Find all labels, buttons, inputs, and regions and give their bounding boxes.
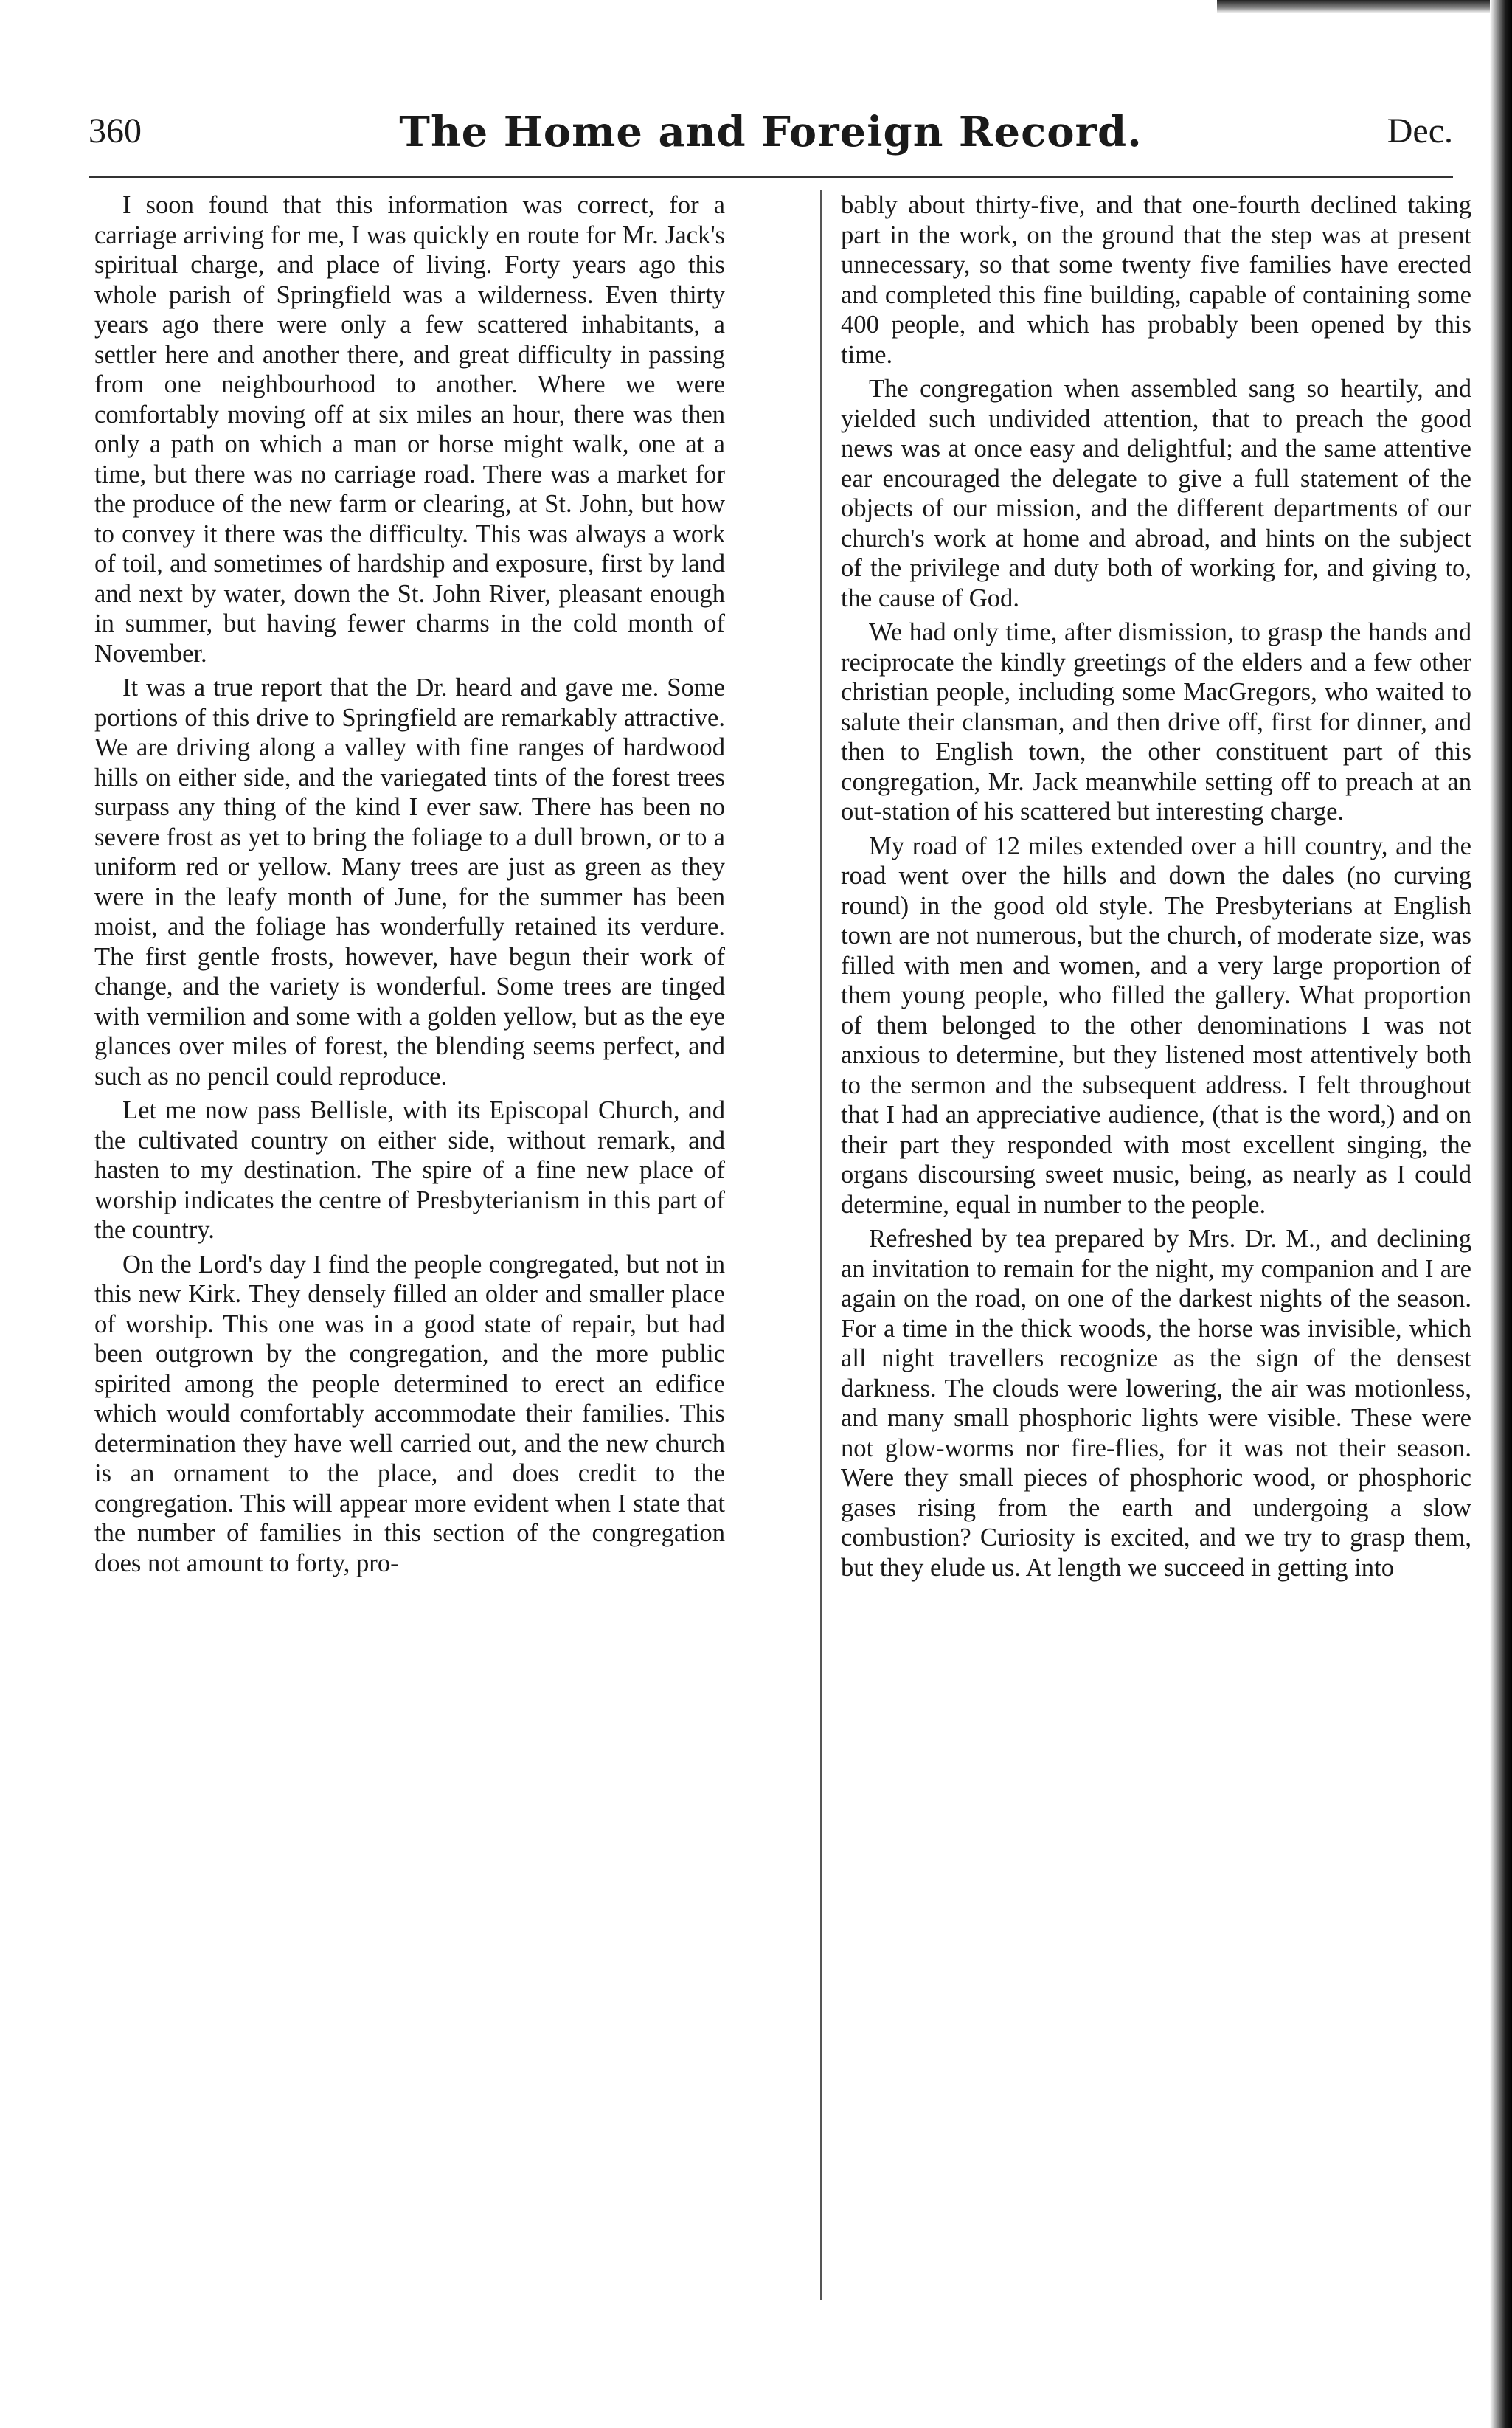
running-title: The Home and Foreign Record. [399,108,1142,156]
scan-shadow-top [1217,0,1512,13]
header-rule [89,176,1453,178]
paragraph: We had only time, after dismission, to grasp the hands and reciprocate the kindly greetings of the elders and a few other christian people, including some MacGregors, who waited to salute their clansman, and then drive off, first for dinner, and then to English town, the other constituent part of this congregation, Mr. Jack meanwhile setting off to preach at an out-station of his scattered but interesting charge. [841,618,1471,826]
right-column [841,190,1471,1587]
paragraph: Let me now pass Bellisle, with its Episcopal Church, and the cultivated country on either side, without remark, and hasten to my destination. The spire of a fine new place of worship indicates the centre of Presbyterianism in this part of the country. [94,1096,725,1244]
paragraph: Refreshed by tea prepared by Mrs. Dr. M., and declining an invitation to remain for the night, my companion and I are again on the road, on one of the darkest nights of the season. For a time in the thick woods, the horse was invisible, which all night travellers recognize as the sign of the densest darkness. The clouds were lowering, the air was motionless, and many small phosphoric lights were visible. These were not glow-worms nor fire-flies, for it was not their season. Were they small pieces of phosphoric wood, or phosphoric gases rising from the earth and undergoing a slow combustion? Curiosity is excited, and we try to grasp them, but they elude us. At length we succeed in getting into [841,1225,1471,1582]
header-month: Dec. [1387,111,1453,151]
paragraph: The congregation when assembled sang so heartily, and yielded such undivided attention, that to preach the good news was at once easy and delightful; and the same attentive ear encouraged the delegate to give a full statement of the objects of our mission, and the different departments of our church's work at home and abroad, and hints on the subject of the privilege and duty both of working for, and giving to, the cause of God. [841,375,1471,612]
page-header [89,108,1453,170]
paragraph-continued: bably about thirty-five, and that one-fourth declined taking part in the work, on the ground that the step was at present unnecessary, so that some twenty five families have erected and completed this fine building, capable of containing some 400 people, and which has probably been opened by this time. [841,191,1471,369]
paragraph: It was a true report that the Dr. heard and gave me. Some portions of this drive to Springfield are remarkably attractive. We are driving along a valley with fine ranges of hardwood hills on either side, and the variegated tints of the forest trees surpass any thing of the kind I ever saw. There has been no severe frost as yet to bring the foliage to a dull brown, or to a uniform red or yellow. Many trees are just as green as they were in the leafy month of June, for the summer has been moist, and the foliage has wonderfully retained its verdure. The first gentle frosts, however, have begun their work of change, and the variety is wonderful. Some trees are tinged with vermilion and some with a golden yellow, but as the eye glances over miles of forest, the blending seems perfect, and such as no pencil could reproduce. [94,674,725,1090]
paragraph: My road of 12 miles extended over a hill country, and the road went over the hills and down the dales (no curving round) in the good old style. The Presbyterians at English town are not numerous, but the church, of moderate size, was filled with men and women, and a very large proportion of them young people, who filled the gallery. What proportion of them belonged to the other denominations I was not anxious to determine, but they listened most attentively both to the sermon and the subsequent address. I felt throughout that I had an appreciative audience, (that is the word,) and on their part they responded with most excellent singing, the organs discoursing sweet music, being, as nearly as I could determine, equal in number to the people. [841,831,1471,1219]
column-divider [820,190,822,2300]
left-column [94,190,725,1583]
page-number: 360 [89,111,142,151]
paragraph: I soon found that this information was correct, for a carriage arriving for me, I was quickly en route for Mr. Jack's spiritual charge, and place of living. Forty years ago this whole parish of Springfield was a wilderness. Even thirty years ago there were only a few scattered inhabitants, a settler here and another there, and great difficulty in passing from one neighbourhood to another. Where we were comfortably moving off at six miles an hour, there was then only a path on which a man or horse might walk, one at a time, but there was no carriage road. There was a market for the produce of the new farm or clearing, at St. John, but how to convey it there was the difficulty. This was always a work of toil, and sometimes of hardship and exposure, first by land and next by water, down the St. John River, pleasant enough in summer, but having fewer charms in the cold month of November. [94,191,725,668]
scan-shadow-right [1490,0,1512,2428]
paragraph: On the Lord's day I find the people congregated, but not in this new Kirk. They densely filled an older and smaller place of worship. This one was in a good state of repair, but had been outgrown by the congregation, and the more public spirited among the people determined to erect an edifice which would comfortably accommodate their families. This determination they have well carried out, and the new church is an ornament to the place, and does credit to the congregation. This will appear more evident when I state that the number of families in this section of the congregation does not amount to forty, pro- [94,1250,725,1577]
